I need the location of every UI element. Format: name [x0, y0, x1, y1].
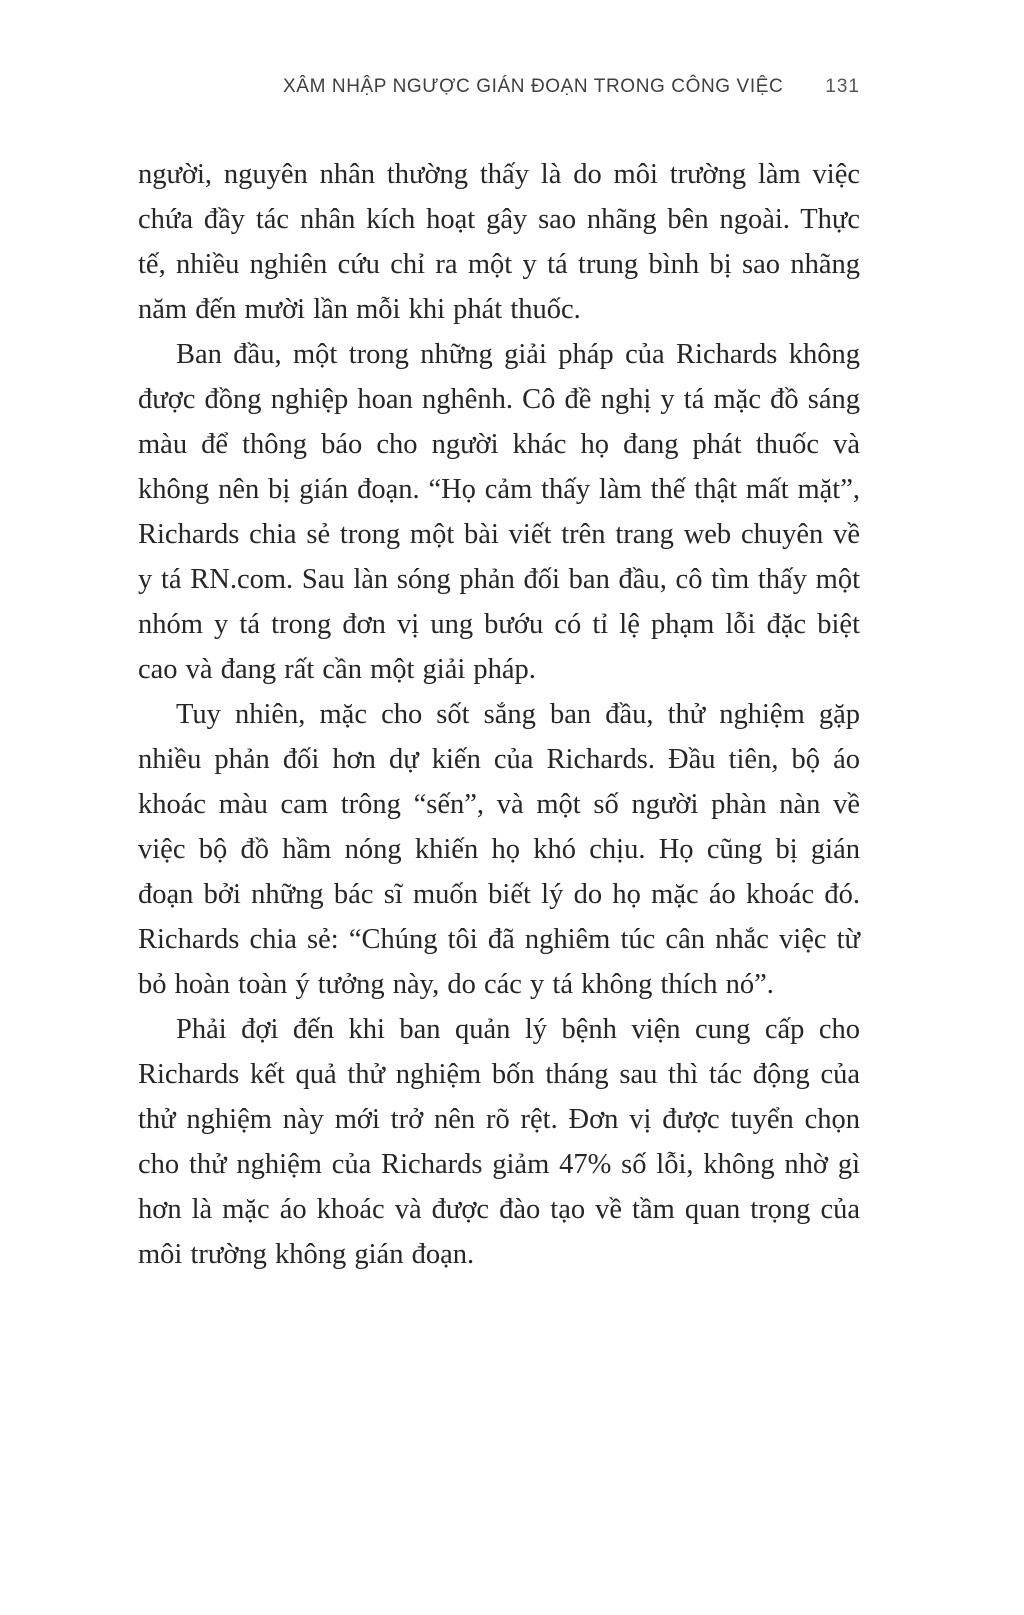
chapter-title: XÂM NHẬP NGƯỢC GIÁN ĐOẠN TRONG CÔNG VIỆC [283, 76, 784, 97]
running-header [138, 76, 860, 98]
body-text-block [138, 152, 860, 1277]
page-number: 131 [825, 76, 860, 97]
body-paragraph: Phải đợi đến khi ban quản lý bệnh viện cung cấp cho Richards kết quả thử nghiệm bốn tháng sau thì tác động của thử nghiệm này mới trở nên rõ rệt. Đơn vị được tuyển chọn cho thử nghiệm của Richards giảm 47% số lỗi, không nhờ gì hơn là mặc áo khoác và được đào tạo về tầm quan trọng của môi trường không gián đoạn. [138, 1014, 860, 1270]
body-paragraph: Ban đầu, một trong những giải pháp của Richards không được đồng nghiệp hoan nghênh. Cô đề nghị y tá mặc đồ sáng màu để thông báo cho người khác họ đang phát thuốc và không nên bị gián đoạn. “Họ cảm thấy làm thế thật mất mặt”, Richards chia sẻ trong một bài viết trên trang web chuyên về y tá RN.com. Sau làn sóng phản đối ban đầu, cô tìm thấy một nhóm y tá trong đơn vị ung bướu có tỉ lệ phạm lỗi đặc biệt cao và đang rất cần một giải pháp. [138, 339, 860, 685]
body-paragraph: Tuy nhiên, mặc cho sốt sắng ban đầu, thử nghiệm gặp nhiều phản đối hơn dự kiến của Richards. Đầu tiên, bộ áo khoác màu cam trông “sến”, và một số người phàn nàn về việc bộ đồ hầm nóng khiến họ khó chịu. Họ cũng bị gián đoạn bởi những bác sĩ muốn biết lý do họ mặc áo khoác đó. Richards chia sẻ: “Chúng tôi đã nghiêm túc cân nhắc việc từ bỏ hoàn toàn ý tưởng này, do các y tá không thích nó”. [138, 699, 860, 1000]
body-paragraph: người, nguyên nhân thường thấy là do môi trường làm việc chứa đầy tác nhân kích hoạt gây sao nhãng bên ngoài. Thực tế, nhiều nghiên cứu chỉ ra một y tá trung bình bị sao nhãng năm đến mười lần mỗi khi phát thuốc. [138, 159, 860, 325]
